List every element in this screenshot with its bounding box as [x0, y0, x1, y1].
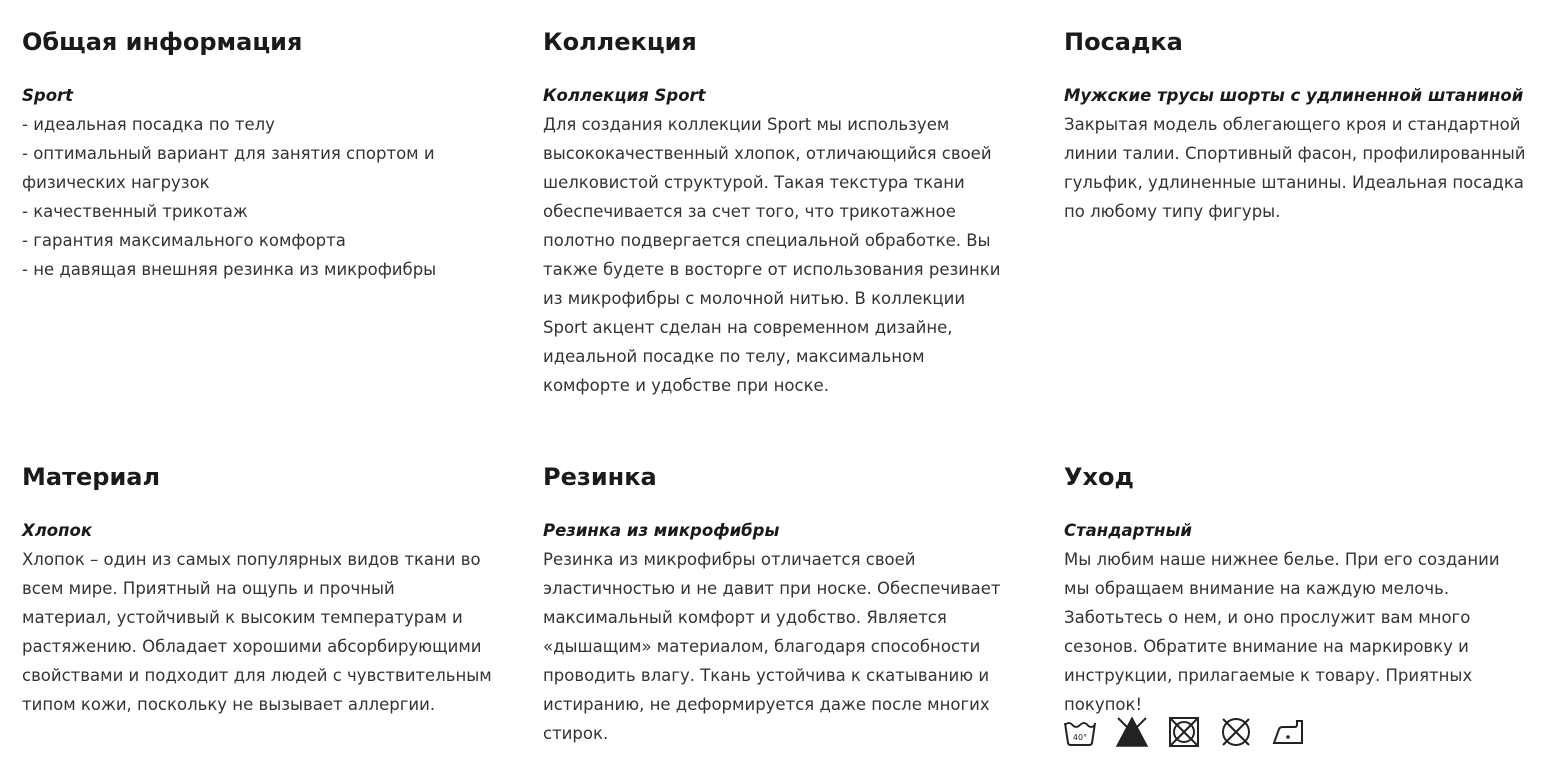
section-body [22, 545, 517, 719]
section-title: Коллекция [543, 28, 697, 56]
section-title: Посадка [1064, 28, 1183, 56]
body-line: Резинка из микрофибры отличается своей [543, 550, 916, 569]
section-body [1064, 110, 1554, 226]
section-title: Общая информация [22, 28, 303, 56]
body-line: эластичностью и не давит при носке. Обеспечивает [543, 579, 1001, 598]
section-general-info [22, 27, 517, 284]
section-subtitle: Резинка из микрофибры [543, 521, 780, 540]
body-line: проводить влагу. Ткань устойчива к скатыванию и [543, 666, 990, 685]
body-line: типом кожи, поскольку не вызывает аллергии. [22, 695, 436, 714]
no-tumble-dry-icon [1167, 715, 1201, 749]
body-line: высококачественный хлопок, отличающийся своей [543, 144, 992, 163]
body-line: линии талии. Спортивный фасон, профилированный [1064, 144, 1526, 163]
body-line: идеальной посадке по телу, максимальном [543, 347, 925, 366]
body-line: обеспечивается за счет того, что трикотажное [543, 202, 956, 221]
body-line: максимальный комфорт и удобство. Является [543, 608, 947, 627]
care-icons-row [1063, 715, 1305, 749]
body-line: Закрытая модель облегающего кроя и стандартной [1064, 115, 1521, 134]
body-line: полотно подвергается специальной обработке. Вы [543, 231, 991, 250]
body-line: свойствами и подходит для людей с чувствительным [22, 666, 492, 685]
section-title: Уход [1064, 463, 1134, 491]
body-line: стирок. [543, 724, 609, 743]
section-subtitle: Мужские трусы шорты с удлиненной штаниной [1064, 86, 1524, 105]
section-collection [543, 27, 1038, 400]
body-line: - идеальная посадка по телу [22, 115, 275, 134]
body-line: - оптимальный вариант для занятия спортом и [22, 144, 435, 163]
body-line: материал, устойчивый к высоким температурам и [22, 608, 463, 627]
body-line: Для создания коллекции Sport мы используем [543, 115, 950, 134]
body-line: растяжению. Обладает хорошими абсорбирующими [22, 637, 482, 656]
body-line: мы обращаем внимание на каждую мелочь. [1064, 579, 1450, 598]
section-subtitle: Хлопок [22, 521, 93, 540]
body-line: Мы любим наше нижнее белье. При его создании [1064, 550, 1500, 569]
no-dry-clean-icon [1219, 715, 1253, 749]
section-body [543, 110, 1038, 400]
body-line: Заботьтесь о нем, и оно прослужит вам много [1064, 608, 1471, 627]
body-line: - гарантия максимального комфорта [22, 231, 346, 250]
body-line: истиранию, не деформируется даже после многих [543, 695, 990, 714]
section-care [1064, 462, 1554, 719]
section-body [543, 545, 1038, 748]
body-line: инструкции, прилагаемые к товару. Приятных [1064, 666, 1473, 685]
section-subtitle: Sport [22, 86, 74, 105]
section-material [22, 462, 517, 719]
body-line: шелковистой структурой. Такая текстура ткани [543, 173, 965, 192]
body-line: всем мире. Приятный на ощупь и прочный [22, 579, 395, 598]
no-bleach-icon [1115, 715, 1149, 749]
section-fit [1064, 27, 1554, 226]
section-waistband [543, 462, 1038, 748]
low-iron-icon [1271, 715, 1305, 749]
body-line: гульфик, удлиненные штанины. Идеальная посадка [1064, 173, 1524, 192]
body-line: покупок! [1064, 695, 1143, 714]
section-body [1064, 545, 1554, 719]
body-line: - качественный трикотаж [22, 202, 248, 221]
section-title: Материал [22, 463, 161, 491]
section-subtitle: Коллекция Sport [543, 86, 706, 105]
body-line: по любому типу фигуры. [1064, 202, 1281, 221]
body-line: «дышащим» материалом, благодаря способности [543, 637, 981, 656]
body-line: Sport акцент сделан на современном дизайне, [543, 318, 953, 337]
body-line: Хлопок – один из самых популярных видов ткани во [22, 550, 481, 569]
section-title: Резинка [543, 463, 657, 491]
section-body [22, 110, 517, 284]
body-line: физических нагрузок [22, 173, 210, 192]
wash-temp-label: 40° [1072, 733, 1088, 742]
body-line: сезонов. Обратите внимание на маркировку и [1064, 637, 1469, 656]
body-line: также будете в восторге от использования резинки [543, 260, 1001, 279]
wash-40-icon [1063, 715, 1097, 749]
section-subtitle: Стандартный [1064, 521, 1192, 540]
body-line: из микрофибры с молочной нитью. В коллекции [543, 289, 966, 308]
body-line: - не давящая внешняя резинка из микрофибры [22, 260, 437, 279]
body-line: комфорте и удобстве при носке. [543, 376, 829, 395]
